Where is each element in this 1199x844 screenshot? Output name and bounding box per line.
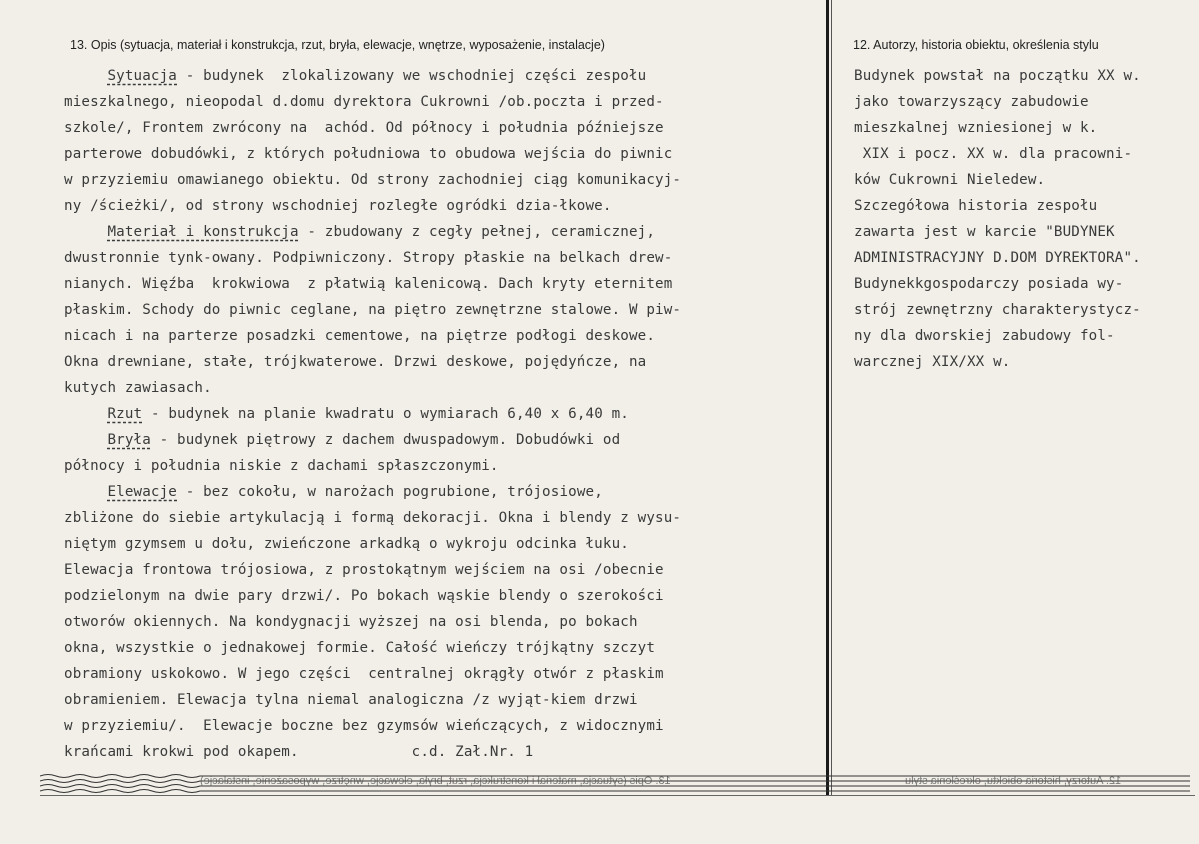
line-text: otworów okiennych. Na kondygnacji wyższej na osi blenda, po bokach bbox=[64, 614, 638, 630]
line-text bbox=[64, 68, 107, 84]
line-text: kutych zawiasach. bbox=[64, 380, 212, 396]
section-label: Rzut bbox=[107, 406, 143, 422]
line-text: krańcami krokwi pod okapem. c.d. Zał.Nr. 1 bbox=[64, 744, 534, 760]
line-text: - budynek na planie kwadratu o wymiarach 6,40 x 6,40 m. bbox=[142, 406, 629, 422]
line-text: - zbudowany z cegły pełnej, ceramicznej, bbox=[298, 224, 656, 240]
line-text: - bez cokołu, w narożach pogrubione, trójosiowe, bbox=[177, 484, 603, 500]
description-line bbox=[64, 635, 824, 661]
history-line: zawarta jest w karcie "BUDYNEK bbox=[854, 224, 1115, 240]
line-text: okna, wszystkie o jednakowej formie. Całość wieńczy trójkątny szczyt bbox=[64, 640, 656, 656]
section-label: Materiał i konstrukcja bbox=[107, 224, 299, 240]
description-line bbox=[64, 713, 824, 739]
description-line bbox=[64, 479, 824, 505]
description-line bbox=[64, 739, 824, 765]
description-line bbox=[64, 375, 824, 401]
line-text: dwustronnie tynk-owany. Podpiwniczony. Stropy płaskie na belkach drew- bbox=[64, 250, 673, 266]
line-text: Okna drewniane, stałe, trójkwaterowe. Drzwi deskowe, pojędyńcze, na bbox=[64, 354, 647, 370]
section-label: Sytuacja bbox=[107, 68, 178, 84]
description-line bbox=[64, 115, 824, 141]
description-line bbox=[64, 583, 824, 609]
description-line bbox=[64, 505, 824, 531]
line-text: szkole/, Frontem zwrócony na achód. Od północy i południa późniejsze bbox=[64, 120, 664, 136]
description-line bbox=[64, 609, 824, 635]
history-line: mieszkalnej wzniesionej w k. bbox=[854, 120, 1098, 136]
mirrored-heading-right: 12. Autorzy, historia obiektu, określenia stylu bbox=[905, 775, 1122, 787]
history-line: strój zewnętrzny charakterystycz- bbox=[854, 302, 1141, 318]
description-line bbox=[64, 89, 824, 115]
line-text: - budynek piętrowy z dachem dwuspadowym. Dobudówki od bbox=[150, 432, 621, 448]
line-text: Elewacja frontowa trójosiowa, z prostokątnym wejściem na osi /obecnie bbox=[64, 562, 664, 578]
line-text: nianych. Więźba krokwiowa z płatwią kalenicową. Dach kryty eternitem bbox=[64, 276, 673, 292]
section-label: Elewacje bbox=[107, 484, 178, 500]
history-line: warcznej XIX/XX w. bbox=[854, 354, 1011, 370]
history-line: XIX i pocz. XX w. dla pracowni- bbox=[854, 146, 1133, 162]
line-text bbox=[64, 432, 107, 448]
description-line bbox=[64, 401, 824, 427]
description-line bbox=[64, 167, 824, 193]
vertical-divider bbox=[826, 0, 829, 795]
line-text: obramiony uskokowo. W jego części centralnej okrągły otwór z płaskim bbox=[64, 666, 664, 682]
description-line bbox=[64, 661, 824, 687]
line-text bbox=[64, 406, 107, 422]
line-text: płaskim. Schody do piwnic ceglane, na piętro zewnętrzne stalowe. W piw- bbox=[64, 302, 682, 318]
description-line bbox=[64, 323, 824, 349]
history-line: Budynekkgospodarczy posiada wy- bbox=[854, 276, 1124, 292]
description-line bbox=[64, 141, 824, 167]
history-text bbox=[854, 63, 1199, 375]
history-line: jako towarzyszący zabudowie bbox=[854, 94, 1089, 110]
description-line bbox=[64, 193, 824, 219]
description-line bbox=[64, 531, 824, 557]
description-line bbox=[64, 427, 824, 453]
description-line bbox=[64, 63, 824, 89]
description-line bbox=[64, 557, 824, 583]
history-line: Budynek powstał na początku XX w. bbox=[854, 68, 1141, 84]
description-line bbox=[64, 687, 824, 713]
line-text bbox=[64, 484, 107, 500]
mirrored-heading-left: 13. Opis (sytuacja, materiał i konstrukcja, rzut, bryła, elewacje, wnętrze, wyposażenie, instalacje) bbox=[200, 775, 671, 787]
line-text: parterowe dobudówki, z których południowa to obudowa wejścia do piwnic bbox=[64, 146, 673, 162]
bottom-rule bbox=[40, 795, 1195, 796]
line-text: mieszkalnego, nieopodal d.domu dyrektora Cukrowni /ob.poczta i przed- bbox=[64, 94, 664, 110]
history-line: ADMINISTRACYJNY D.DOM DYREKTORA". bbox=[854, 250, 1141, 266]
description-line bbox=[64, 349, 824, 375]
right-heading: 12. Autorzy, historia obiektu, określenia stylu bbox=[853, 38, 1099, 52]
line-text: w przyziemiu omawianego obiektu. Od strony zachodniej ciąg komunikacyj- bbox=[64, 172, 682, 188]
line-text: północy i południa niskie z dachami spłaszczonymi. bbox=[64, 458, 499, 474]
left-heading: 13. Opis (sytuacja, materiał i konstrukcja, rzut, bryła, elewacje, wnętrze, wyposażenie, instalacje) bbox=[70, 38, 605, 52]
line-text: ny /ścieżki/, od strony wschodniej rozległe ogródki dzia-łkowe. bbox=[64, 198, 612, 214]
vertical-divider-thin bbox=[831, 0, 832, 795]
description-line bbox=[64, 219, 824, 245]
description-line bbox=[64, 245, 824, 271]
line-text: niętym gzymsem u dołu, zwieńczone arkadką o wykroju odcinka łuku. bbox=[64, 536, 629, 552]
line-text: - budynek zlokalizowany we wschodniej części zespołu bbox=[177, 68, 647, 84]
line-text: nicach i na parterze posadzki cementowe, na piętrze podłogi deskowe. bbox=[64, 328, 656, 344]
description-line bbox=[64, 271, 824, 297]
line-text: obramieniem. Elewacja tylna niemal analogiczna /z wyjąt-kiem drzwi bbox=[64, 692, 638, 708]
description-text bbox=[64, 63, 824, 765]
line-text bbox=[64, 224, 107, 240]
line-text: w przyziemiu/. Elewacje boczne bez gzymsów wieńczących, z widocznymi bbox=[64, 718, 664, 734]
history-line: Szczegółowa historia zespołu bbox=[854, 198, 1098, 214]
section-label: Bryła bbox=[107, 432, 151, 448]
history-line: ków Cukrowni Nieledew. bbox=[854, 172, 1046, 188]
history-line: ny dla dworskiej zabudowy fol- bbox=[854, 328, 1115, 344]
description-line bbox=[64, 453, 824, 479]
line-text: podzielonym na dwie pary drzwi/. Po bokach wąskie blendy o szerokości bbox=[64, 588, 664, 604]
line-text: zbliżone do siebie artykulacją i formą dekoracji. Okna i blendy z wysu- bbox=[64, 510, 682, 526]
description-line bbox=[64, 297, 824, 323]
